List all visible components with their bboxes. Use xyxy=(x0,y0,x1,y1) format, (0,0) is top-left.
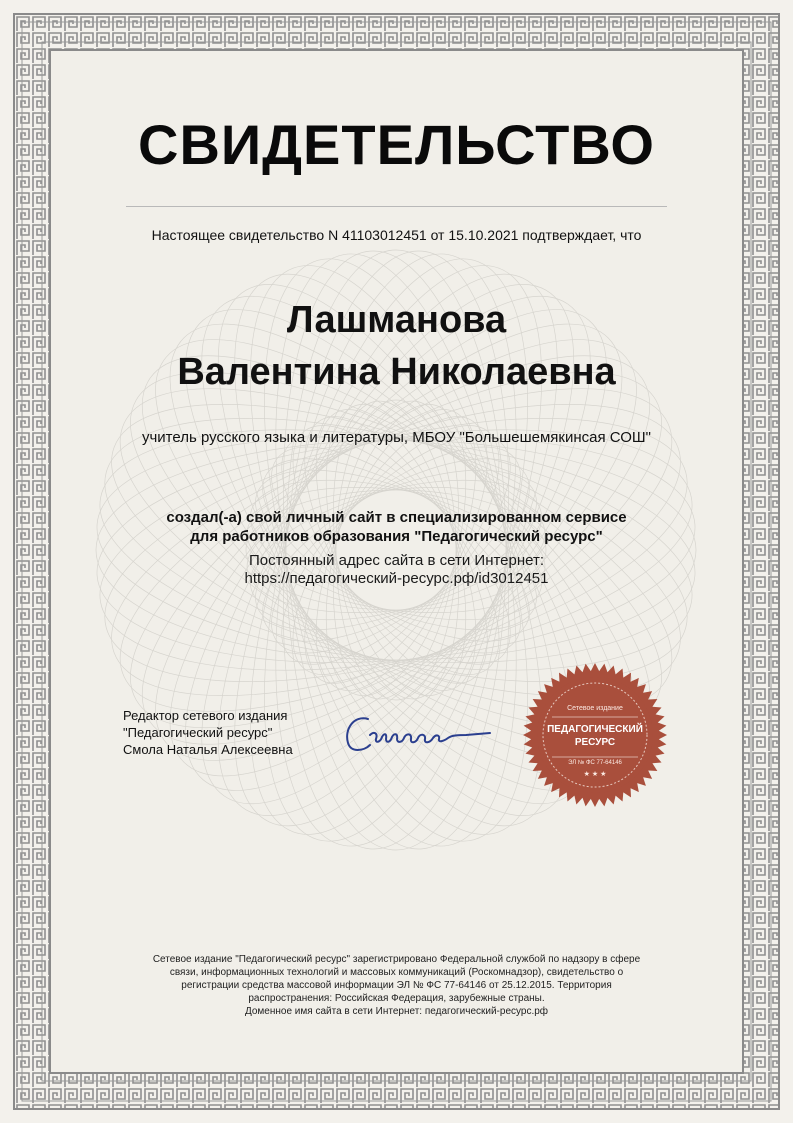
recipient-surname: Лашманова xyxy=(286,299,507,341)
seal-top-text: Сетевое издание xyxy=(567,705,623,712)
recipient-given-names: Валентина Николаевна xyxy=(177,351,616,393)
site-address-block xyxy=(0,552,793,588)
editor-line-1: Редактор сетевого издания xyxy=(123,708,288,723)
achievement-line-2: для работников образования "Педагогический ресурс" xyxy=(190,528,603,545)
footer-line-1: Сетевое издание "Педагогический ресурс" зарегистрировано Федеральной службой по надзору в сфере xyxy=(152,954,641,965)
editor-signature xyxy=(340,705,500,765)
title-divider xyxy=(126,206,667,207)
footer-line-3: регистрации средства массовой информации ЭЛ № ФС 77-64146 от 25.12.2015. Территория xyxy=(181,980,612,991)
recipient-position: учитель русского языка и литературы, МБОУ "Большешемякинсая СОШ" xyxy=(141,429,652,446)
editor-info xyxy=(123,707,293,758)
publisher-seal xyxy=(520,660,670,815)
footer-line-2: связи, информационных технологий и массовых коммуникаций (Роскомнадзор), свидетельство о xyxy=(169,967,624,978)
certificate-intro: Настоящее свидетельство N 41103012451 от 15.10.2021 подтверждает, что xyxy=(151,227,642,243)
footer-line-5: Доменное имя сайта в сети Интернет: педагогический-ресурс.рф xyxy=(244,1006,549,1017)
certificate-title: СВИДЕТЕЛЬСТВО xyxy=(138,113,655,176)
editor-line-2: "Педагогический ресурс" xyxy=(123,725,273,740)
recipient-name xyxy=(0,294,793,398)
seal-main-line-2: РЕСУРС xyxy=(574,737,616,748)
editor-name: Смола Наталья Алексеевна xyxy=(123,742,293,757)
seal-reg-number: ЭЛ № ФС 77-64146 xyxy=(568,760,622,766)
footer-line-4: распространения: Российская Федерация, зарубежные страны. xyxy=(248,993,545,1004)
achievement-line-1: создал(-а) свой личный сайт в специализированном сервисе xyxy=(166,509,627,526)
registration-footer xyxy=(0,953,793,1018)
site-address-url[interactable]: https://педагогический-ресурс.рф/id3012451 xyxy=(244,570,549,587)
site-address-caption: Постоянный адрес сайта в сети Интернет: xyxy=(248,552,545,569)
achievement-text xyxy=(0,508,793,546)
seal-stars: ★ ★ ★ xyxy=(583,771,607,778)
seal-main-line-1: ПЕДАГОГИЧЕСКИЙ xyxy=(547,724,643,735)
